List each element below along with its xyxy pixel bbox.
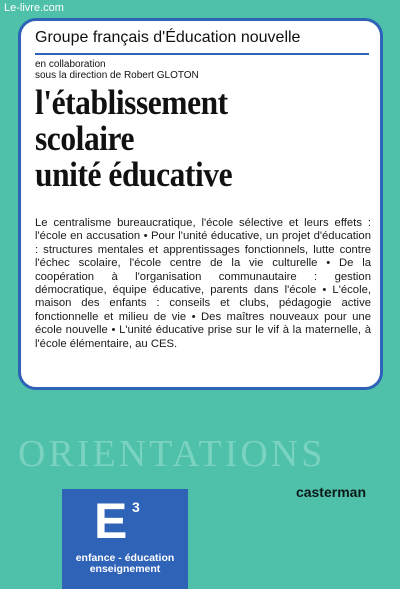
collection-name: ORIENTATIONS <box>18 433 326 475</box>
collaboration-line-1: en collaboration <box>35 59 106 70</box>
logo-caption <box>62 553 188 575</box>
series-label: Groupe français d'Éducation nouvelle <box>35 29 301 46</box>
title-line-2: scolaire <box>35 119 135 158</box>
title-line-3: unité éducative <box>35 155 233 194</box>
collaboration-credit <box>35 59 199 81</box>
logo-letter: E <box>94 493 128 549</box>
logo-caption-line-2: enseignement <box>89 563 161 575</box>
divider-rule <box>35 53 369 55</box>
book-title <box>35 85 232 193</box>
logo-caption-line-1: enfance - éducation <box>75 552 175 564</box>
logo-superscript: 3 <box>132 499 140 515</box>
cover-panel <box>18 18 383 390</box>
collaboration-line-2: sous la direction de Robert GLOTON <box>35 70 199 81</box>
collection-logo <box>62 489 188 589</box>
title-line-1: l'établissement <box>35 83 228 122</box>
watermark-text: Le-livre.com <box>4 2 64 14</box>
book-description: Le centralisme bureaucratique, l'école sélective et leurs effets : l'école en accusation • Pour l'unité éducative, un projet d'éducation : structures mentales et apprentissages fonctionnels, lutte contre l'échec scolaire, l'école centre de la vie culturelle • De la coopération à l'organisation communautaire : gestion démocratique, équipe éducative, parents dans l'école • L'école, maison des enfants : conseils et clubs, pédagogie active fonctionnelle et milieu de vie • Des maîtres nouveaux pour une école nouvelle • L'unité éducative prise sur le vif à la maternelle, à l'école élémentaire, au CES. <box>35 217 371 350</box>
publisher-name: casterman <box>295 484 366 500</box>
